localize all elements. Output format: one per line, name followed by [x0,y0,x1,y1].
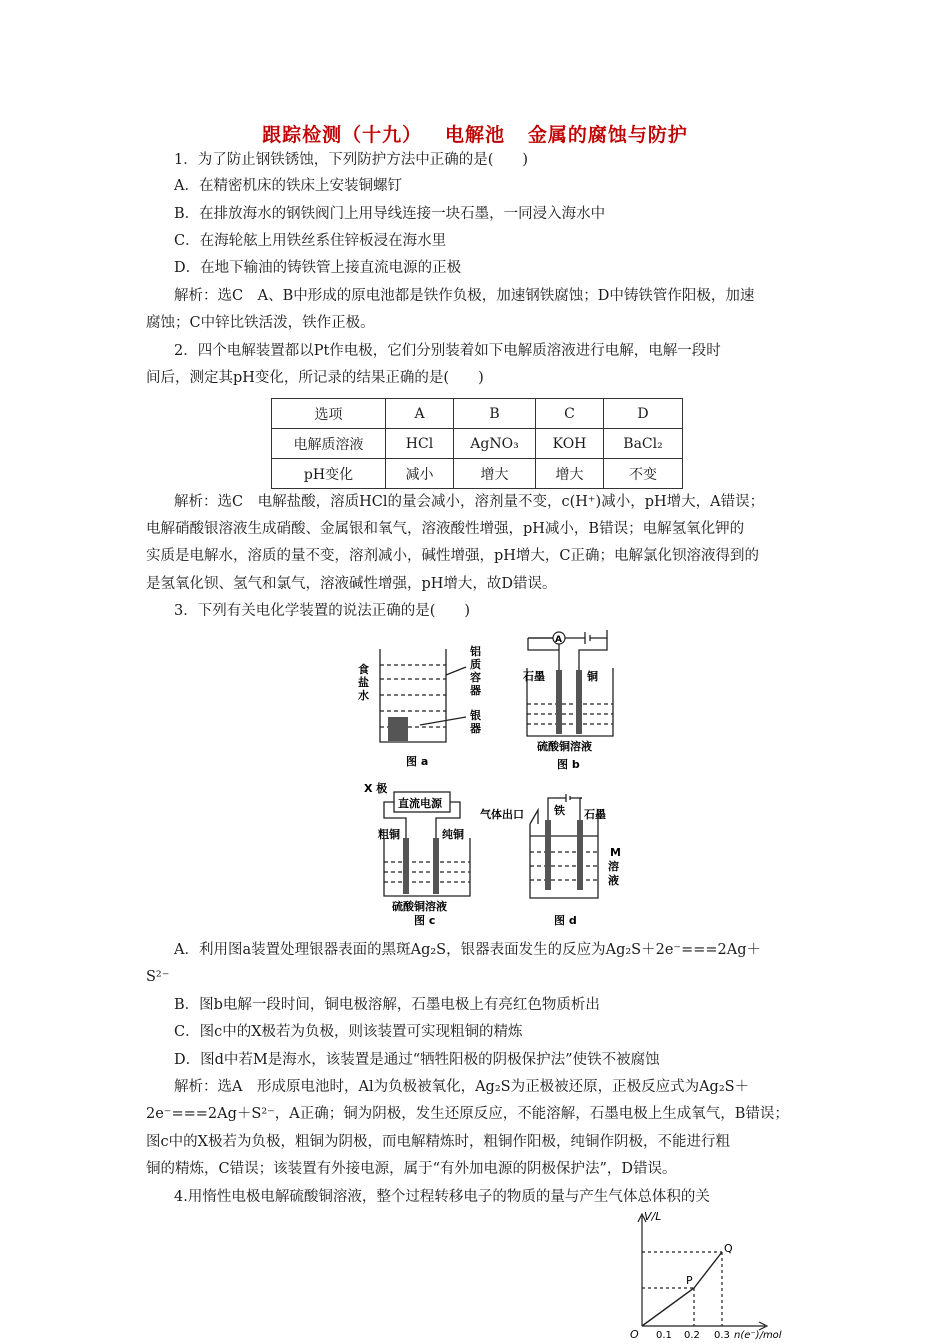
table-row [272,399,683,429]
table-cell: 减小 [386,459,454,489]
fig-a-liquid-label: 食盐水 [358,663,369,702]
pure-copper-electrode [433,838,439,894]
q2-analysis-line2: 电解硝酸银溶液生成硝酸、金属银和氧气，溶液酸性增强，pH减小，B错误；电解氢氧化钾的 [146,521,745,537]
fig-b-right-label: 铜 [587,670,598,683]
point-q-label: Q [724,1242,733,1255]
table-row [272,459,683,489]
fig-b-left-label: 石墨 [523,670,545,683]
q3-option-c: C．图c中的X极若为负极，则该装置可实现粗铜的精炼 [174,1024,523,1040]
graphite-electrode [577,820,583,890]
silver-object [388,717,408,741]
table-cell: A [386,399,454,429]
table-cell: pH变化 [272,459,386,489]
fig-d-left-label: 铁 [554,804,565,817]
q3-stem: 3．下列有关电化学装置的说法正确的是( ) [174,603,471,619]
table-cell: 增大 [536,459,604,489]
point-p-label: P [686,1274,693,1287]
fig-b-caption: 图 b [557,758,580,771]
fig-b-solution-label: 硫酸铜溶液 [537,740,592,753]
y-axis-label: V/L [644,1210,662,1223]
copper-electrode [576,670,582,734]
q2-stem-line2: 间后，测定其pH变化，所记录的结果正确的是( ) [146,370,484,386]
fig-c-caption: 图 c [414,914,436,927]
q3-option-a-line2: S²⁻ [146,969,170,985]
table-cell: 不变 [604,459,683,489]
origin-label: O [630,1328,639,1341]
x-tick-label: 0.3 [714,1330,730,1341]
q2-analysis-line4: 是氢氧化钡、氢气和氯气，溶液碱性增强，pH增大，故D错误。 [146,576,557,592]
fig-d-right-label: 石墨 [584,808,606,821]
gas-volume-line [642,1252,722,1326]
iron-electrode [545,820,551,890]
q4-stem: 4.用惰性电极电解硫酸铜溶液，整个过程转移电子的物质的量与产生气体总体积的关 [174,1189,710,1205]
q2-analysis-line1: 解析：选C 电解盐酸，溶质HCl的量会减小，溶剂量不变，c(H⁺)减小，pH增大，A错误； [174,494,765,510]
fig-a-caption: 图 a [406,755,429,768]
page-title: 跟踪检测（十九） 电解池 金属的腐蚀与防护 [262,124,688,146]
table-cell: D [604,399,683,429]
q1-analysis-line2: 腐蚀；C中锌比铁活泼，铁作正极。 [146,315,375,331]
table-cell: B [454,399,536,429]
q2-analysis-line3: 实质是电解水，溶质的量不变，溶剂减小，碱性增强，pH增大，C正确；电解氯化钡溶液得到的 [146,548,760,564]
q3-analysis-line4: 铜的精炼，C错误；该装置有外接电源，属于“有外加电源的阴极保护法”，D错误。 [146,1161,677,1177]
q3-option-a-line1: A．利用图a装置处理银器表面的黑斑Ag₂S，银器表面发生的反应为Ag₂S＋2e⁻===2Ag＋ [174,942,761,958]
q1-stem: 1．为了防止钢铁锈蚀，下列防护方法中正确的是( ) [174,152,529,168]
fig-d-caption: 图 d [554,914,577,927]
graphite-electrode [556,670,562,734]
x-axis-label: n(e⁻)/mol [734,1330,782,1341]
fig-d-solution-label: M 溶液 [608,846,621,887]
q1-option-c: C．在海轮舷上用铁丝系住锌板浸在海水里 [174,233,447,249]
q4-graph [620,1208,800,1344]
table-cell: HCl [386,429,454,459]
crude-copper-electrode [403,838,409,894]
fig-c-right-label: 纯铜 [442,828,464,841]
figure-c [362,778,492,928]
x-tick-label: 0.2 [684,1330,700,1341]
fig-c-electrode-label: X 极 [364,782,388,795]
fig-a-object-label: 银器 [470,709,481,735]
table-cell: 选项 [272,399,386,429]
q3-analysis-line1: 解析：选A 形成原电池时，Al为负极被氧化，Ag₂S为正极被还原，正极反应式为Ag₂S＋ [174,1079,750,1095]
fig-c-source-label: 直流电源 [398,797,442,810]
q1-analysis-line1: 解析：选C A、B中形成的原电池都是铁作负极，加速钢铁腐蚀；D中铸铁管作阳极，加速 [174,288,755,304]
fig-a-container-label: 铝质容器 [470,645,481,697]
figure-d [480,790,630,930]
q3-analysis-line3: 图c中的X极若为负极，粗铜为阴极，而电解精炼时，粗铜作阳极，纯铜作阴极，不能进行粗 [146,1134,730,1150]
q3-analysis-line2: 2e⁻===2Ag＋S²⁻，A正确；铜为阴极，发生还原反应，不能溶解，石墨电极上生成氧气，B错误； [146,1106,789,1122]
q1-option-b: B．在排放海水的钢铁阀门上用导线连接一块石墨，一同浸入海水中 [174,206,606,222]
q2-options-table [271,398,683,489]
figure-a [350,645,500,770]
q1-option-a: A．在精密机床的铁床上安装铜螺钉 [174,178,402,194]
table-cell: AgNO₃ [454,429,536,459]
table-cell: C [536,399,604,429]
table-cell: 电解质溶液 [272,429,386,459]
table-cell: 增大 [454,459,536,489]
table-row [272,429,683,459]
q1-option-d: D．在地下输油的铸铁管上接直流电源的正极 [174,260,462,276]
container [530,812,598,898]
figure-b [515,628,625,773]
q2-stem-line1: 2．四个电解装置都以Pt作电极，它们分别装着如下电解质溶液进行电解，电解一段时 [174,343,721,359]
fig-c-left-label: 粗铜 [378,828,400,841]
beaker [384,838,470,896]
q3-option-d: D．图d中若M是海水，该装置是通过“牺牲阳极的阴极保护法”使铁不被腐蚀 [174,1052,660,1068]
ammeter-label: A [555,635,562,645]
fig-c-solution-label: 硫酸铜溶液 [392,900,447,913]
q3-option-b: B．图b电解一段时间，铜电极溶解，石墨电极上有亮红色物质析出 [174,997,600,1013]
table-cell: KOH [536,429,604,459]
table-cell: BaCl₂ [604,429,683,459]
x-tick-label: 0.1 [656,1330,672,1341]
fig-d-outlet-label: 气体出口 [480,808,524,821]
